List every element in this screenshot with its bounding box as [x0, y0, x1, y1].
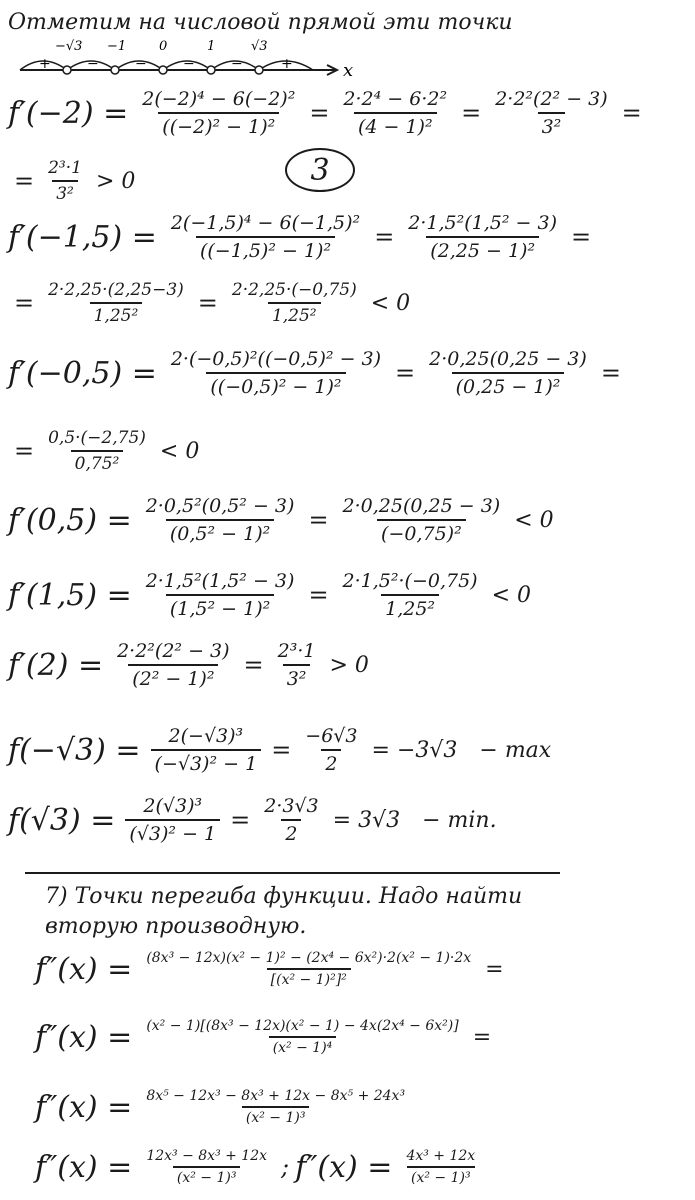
second-derivative-final-line: f″(x) = $\frac{\text{12x³ − 8x³ + 12x}}{\text{(x² − 1)³}}$ ; f″(x) = $\frac{\text{4x³ + 12x}}{\text{(x² − 1)³}}$: [35, 1148, 476, 1186]
point-label: √3: [251, 39, 268, 54]
point-label: −1: [107, 39, 127, 54]
section7-line1: 7) Точки перегиба функции. Надо найти: [45, 884, 523, 909]
derivative-line-1: f′(−2) = $\frac{\text{2(−2)⁴ − 6(−2)²}}{\text{((−2)² − 1)²}}$ = $\frac{\text{2·2⁴ − 6·2²}}{\text{(4 − 1)²}}$ = $\frac{\text{2·2²(2² − 3)}}{\text{3²}}$ =: [8, 88, 642, 138]
header-text: Отметим на числовой прямой эти точки: [8, 10, 513, 35]
point-marker: [63, 66, 71, 74]
sign-label: +: [39, 56, 51, 72]
derivative-line-3-cont: = $\frac{0,5\cdot(-2,75)}{\text{0,75²}}$ < 0: [14, 428, 200, 474]
sign-label: +: [281, 56, 293, 72]
second-derivative-line-2: f″(x) = $\frac{\text{(x² − 1)[(8x³ − 12x)(x² − 1) − 4x(2x⁴ − 6x²)]}}{\text{(x² − 1)⁴}}$ =: [35, 1018, 492, 1056]
section7-line2: вторую производную.: [45, 914, 307, 939]
number-line: [15, 38, 375, 88]
derivative-line-2: f′(−1,5) = $\frac{\text{2(−1,5)⁴ − 6(−1,5)²}}{\text{((−1,5)² − 1)²}}$ = $\frac{\text{2·1,5²(1,5² − 3)}}{\text{(2,25 − 1)²}}$ =: [8, 212, 592, 262]
sign-label: −: [135, 56, 147, 72]
extremum-max-line: f(−√3) = $\frac{\text{2(−√3)³}}{\text{(−√3)² − 1}}$ = $\frac{-6√3}{2}$ = −3√3 − max: [8, 725, 552, 775]
section-divider: [25, 872, 560, 874]
point-label: −√3: [55, 39, 83, 54]
axis-label: x: [343, 60, 354, 81]
point-marker: [111, 66, 119, 74]
point-label: 0: [159, 39, 168, 54]
derivative-line-3: f′(−0,5) = $\frac{\text{2·(−0,5)²((−0,5)² − 3)}}{\text{((−0,5)² − 1)²}}$ = $\frac{2\cdot 0,25(0,25 - 3)}{\text{(0,25 − 1)²}}$ =: [8, 348, 621, 398]
derivative-line-5: f′(1,5) = $\frac{\text{2·1,5²(1,5² − 3)}}{\text{(1,5² − 1)²}}$ = $\frac{\text{2·1,5²·(−0,75)}}{\text{1,25²}}$ < 0: [8, 570, 532, 620]
sign-label: −: [231, 56, 243, 72]
second-derivative-line-3: f″(x) = $\frac{\text{8x⁵ − 12x³ − 8x³ + 12x − 8x⁵ + 24x³}}{\text{(x² − 1)³}}$: [35, 1088, 406, 1126]
second-derivative-line-1: f″(x) = $\frac{\text{(8x³ − 12x)(x² − 1)² − (2x⁴ − 6x²)·2(x² − 1)·2x}}{\text{[(x² − 1)²]²}}$ =: [35, 950, 504, 988]
derivative-line-6: f′(2) = $\frac{\text{2·2²(2² − 3)}}{\text{(2² − 1)²}}$ = $\frac{\text{2³·1}}{\text{3²}}$ > 0: [8, 640, 369, 690]
point-label: 1: [207, 39, 216, 54]
derivative-line-4: f′(0,5) = $\frac{\text{2·0,5²(0,5² − 3)}}{\text{(0,5² − 1)²}}$ = $\frac{2\cdot 0,25(0,25 - 3)}{\text{(−0,75)²}}$ < 0: [8, 495, 554, 545]
point-marker: [207, 66, 215, 74]
max-label: − max: [479, 737, 552, 763]
derivative-line-1-cont: = $\frac{\text{2³·1}}{\text{3²}}$ > 0: [14, 158, 136, 204]
derivative-line-2-cont: = $\frac{2\cdot 2,25\cdot(2,25-3)}{\text{1,25²}}$ = $\frac{2\cdot 2,25\cdot(-0,75)}{\text{1,25²}}$ < 0: [14, 280, 411, 326]
min-label: − min.: [422, 807, 497, 833]
sign-label: −: [87, 56, 99, 72]
point-marker: [255, 66, 263, 74]
sign-label: −: [183, 56, 195, 72]
extremum-min-line: f(√3) = $\frac{\text{2(√3)³}}{\text{(√3)² − 1}}$ = $\frac{2\cdot 3√3}{2}$ = 3√3 − min.: [8, 795, 497, 845]
point-marker: [159, 66, 167, 74]
page-mark-circle: 3: [285, 148, 355, 192]
